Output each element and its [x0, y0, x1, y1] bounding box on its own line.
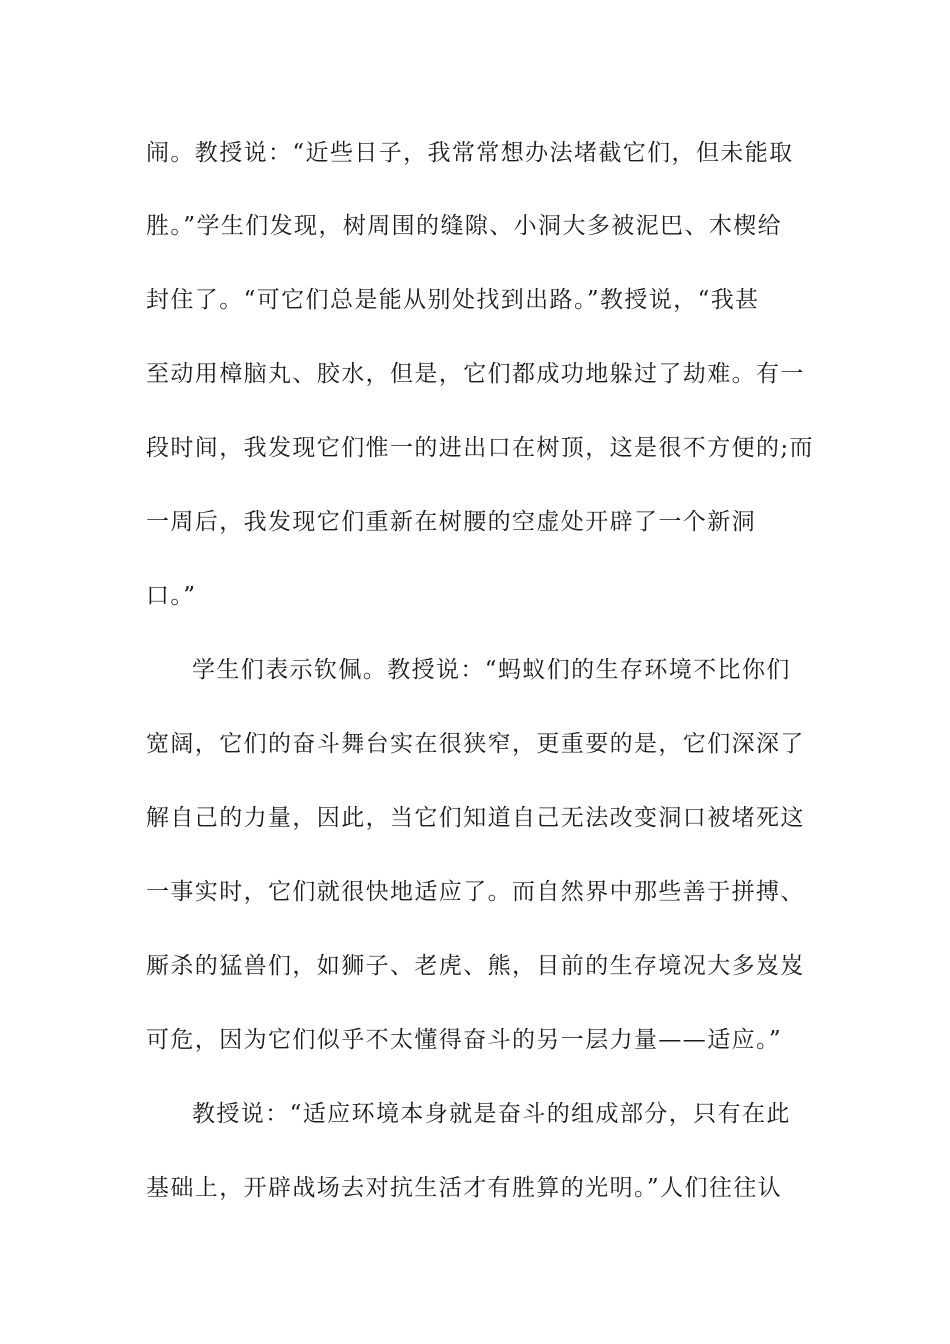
- text-line: 解自己的力量，因此，当它们知道自己无法改变洞口被堵死这: [146, 805, 805, 831]
- text-line: 可危，因为它们似乎不太懂得奋斗的另一层力量——适应。”: [146, 1027, 783, 1053]
- text-line: 封住了。“可它们总是能从别处找到出路。”教授说，“我甚: [146, 287, 760, 313]
- text-line: 至动用樟脑丸、胶水，但是，它们都成功地躲过了劫难。有一: [146, 361, 805, 387]
- paragraph-start-line: 教授说：“适应环境本身就是奋斗的组成部分，只有在此: [192, 1101, 791, 1127]
- text-line: 一事实时，它们就很快地适应了。而自然界中那些善于拼搏、: [146, 879, 805, 905]
- text-line: 闹。教授说：“近些日子，我常常想办法堵截它们，但未能取: [146, 140, 794, 166]
- text-line: 口。”: [146, 583, 197, 609]
- text-line: 段时间，我发现它们惟一的进出口在树顶，这是很不方便的;而: [146, 435, 814, 461]
- text-line: 基础上，开辟战场去对抗生活才有胜算的光明。”人们往往认: [146, 1175, 783, 1201]
- text-line: 胜。”学生们发现，树周围的缝隙、小洞大多被泥巴、木楔给: [146, 213, 783, 239]
- text-line: 一周后，我发现它们重新在树腰的空虚处开辟了一个新洞: [146, 509, 756, 535]
- paragraph-start-line: 学生们表示钦佩。教授说：“蚂蚁们的生存环境不比你们: [192, 657, 791, 683]
- text-line: 厮杀的猛兽们，如狮子、老虎、熊，目前的生存境况大多岌岌: [146, 953, 805, 979]
- text-line: 宽阔，它们的奋斗舞台实在很狭窄，更重要的是，它们深深了: [146, 731, 805, 757]
